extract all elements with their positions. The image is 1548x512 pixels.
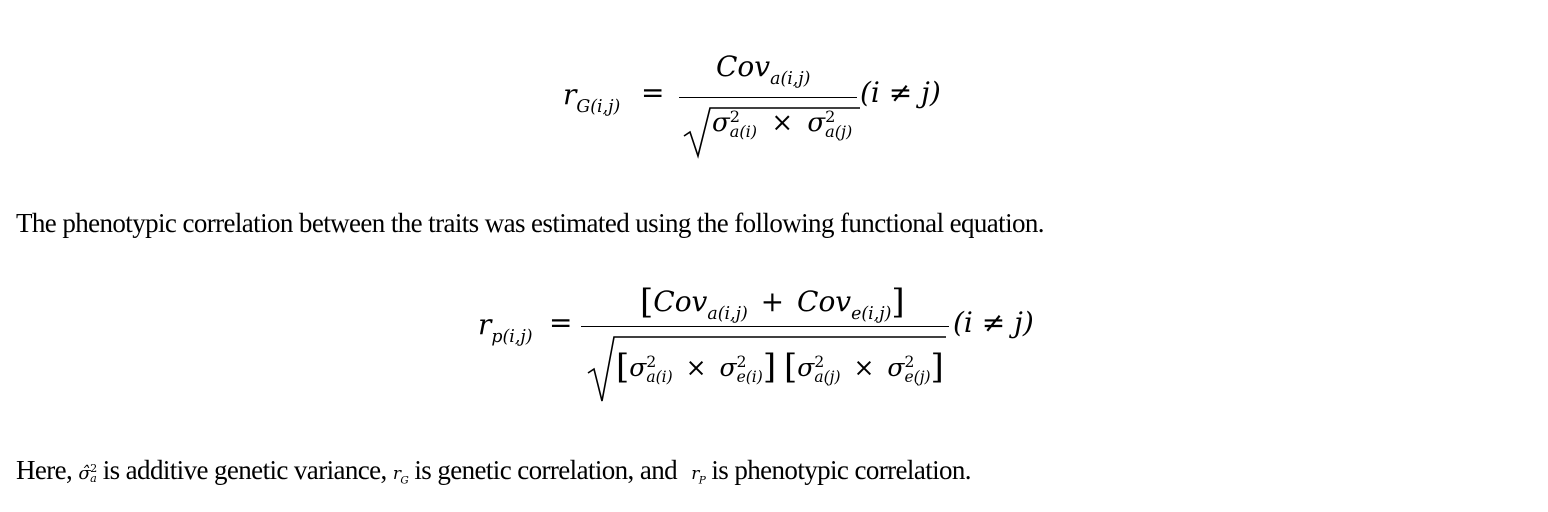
eq2-equals: = <box>549 306 573 339</box>
eq2-denominator: [σ 2 a(i) × σ 2 e(i) ] [σ 2 a(j) × σ 2 e(j) ] <box>616 347 944 387</box>
eq1-lhs: $r_{G(i,j)}$ <box>563 78 621 117</box>
r-p-symbol: $r_P$ <box>691 464 706 487</box>
eq2-condition: (i ≠ j) <box>953 306 1034 339</box>
r-g-symbol: $r_G$ <box>392 464 409 487</box>
sigma-hat-a-squared: σ̂ 2 a <box>78 461 97 485</box>
eq1-fraction-bar <box>679 97 857 98</box>
eq1-denominator: σ 2 a(i) × σ 2 a(j) <box>712 106 853 141</box>
eq1-numerator: Cov$_{a(i,j)}$ <box>716 50 811 89</box>
eq2-lhs: $r_{p(i,j)}$ <box>478 308 533 347</box>
eq2-fraction-bar <box>581 326 949 327</box>
paragraph-definitions: Here, σ̂ 2 a is additive genetic variance, $r_G$ is genetic correlation, and $r_P$ is phenotypic correlation. <box>16 455 971 487</box>
eq1-condition: (i ≠ j) <box>860 76 941 109</box>
eq1-equals: = <box>641 76 665 109</box>
eq2-numerator: [Cov$_{a(i,j)}$ + Cov$_{e(i,j)}$] <box>640 282 905 324</box>
paragraph-phenotypic-intro: The phenotypic correlation between the traits was estimated using the following functional equation. <box>16 208 1044 238</box>
